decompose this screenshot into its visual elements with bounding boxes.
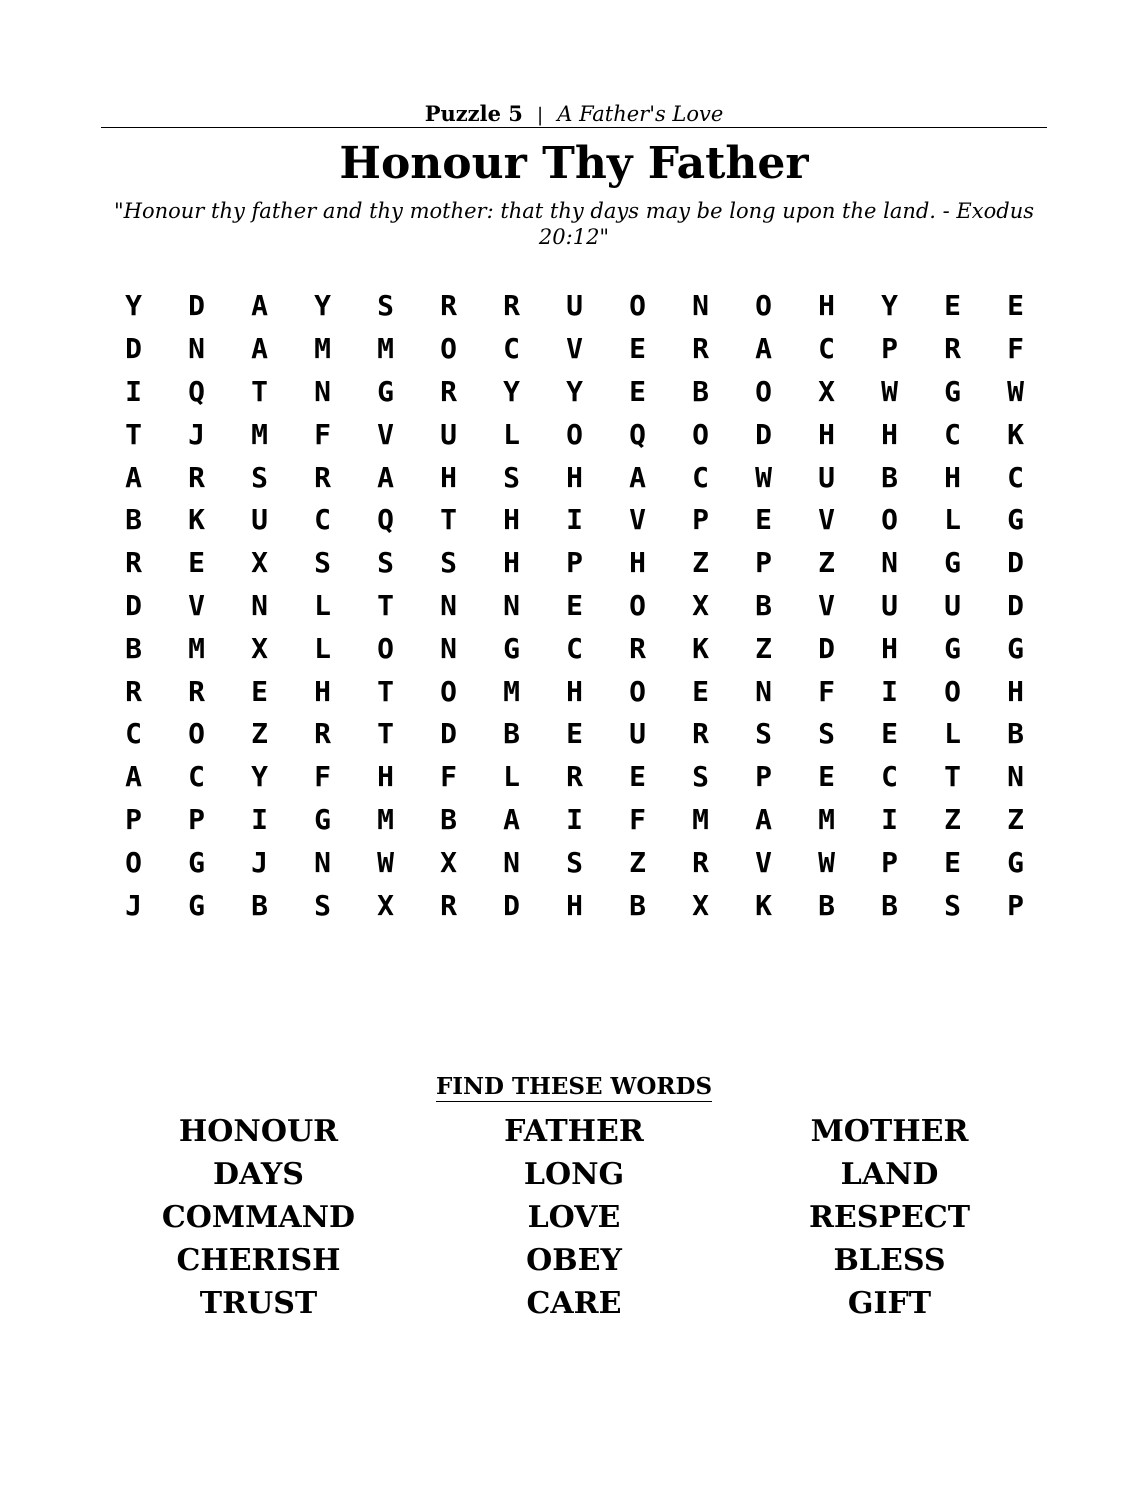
grid-letter: Y [881, 289, 898, 323]
grid-letter: B [818, 888, 835, 922]
grid-letter: V [818, 503, 835, 537]
grid-letter: E [944, 289, 961, 323]
word-list-item: CHERISH [176, 1243, 341, 1278]
grid-letter: R [440, 374, 457, 408]
grid-letter: B [1007, 717, 1024, 751]
letter-grid [102, 285, 1047, 927]
grid-letter: O [755, 374, 772, 408]
grid-letter: O [125, 845, 142, 879]
grid-letter: S [692, 760, 709, 794]
grid-letter: S [314, 546, 331, 580]
grid-letter: A [629, 460, 646, 494]
grid-letter: E [755, 503, 772, 537]
word-list-item: HONOUR [178, 1114, 339, 1149]
grid-letter: V [566, 332, 583, 366]
grid-letter: R [440, 289, 457, 323]
grid-letter: B [881, 460, 898, 494]
grid-letter: L [314, 588, 331, 622]
grid-letter: N [440, 588, 457, 622]
grid-letter: Y [125, 289, 142, 323]
grid-letter: H [503, 546, 520, 580]
grid-letter: C [881, 760, 898, 794]
grid-letter: B [755, 588, 772, 622]
grid-letter: U [566, 289, 583, 323]
grid-letter: F [314, 760, 331, 794]
grid-letter: E [818, 760, 835, 794]
grid-letter: V [755, 845, 772, 879]
grid-letter: Y [503, 374, 520, 408]
grid-letter: D [1007, 546, 1024, 580]
grid-letter: P [692, 503, 709, 537]
grid-letter: W [818, 845, 835, 879]
grid-letter: E [566, 717, 583, 751]
grid-letter: D [125, 588, 142, 622]
grid-letter: F [818, 674, 835, 708]
grid-letter: H [818, 417, 835, 451]
grid-letter: F [1007, 332, 1024, 366]
header-divider [101, 127, 1047, 128]
grid-letter: I [125, 374, 142, 408]
grid-letter: R [188, 460, 205, 494]
grid-letter: M [377, 332, 394, 366]
grid-letter: B [692, 374, 709, 408]
grid-letter: D [125, 332, 142, 366]
grid-row [102, 627, 1047, 670]
grid-letter: S [503, 460, 520, 494]
grid-letter: D [1007, 588, 1024, 622]
grid-letter: S [377, 289, 394, 323]
grid-letter: O [944, 674, 961, 708]
grid-letter: V [818, 588, 835, 622]
grid-letter: F [629, 802, 646, 836]
word-list-item: RESPECT [808, 1200, 971, 1235]
grid-letter: E [944, 845, 961, 879]
grid-letter: O [566, 417, 583, 451]
grid-letter: H [377, 760, 394, 794]
grid-letter: L [944, 503, 961, 537]
grid-letter: L [944, 717, 961, 751]
grid-letter: P [881, 332, 898, 366]
grid-letter: T [125, 417, 142, 451]
grid-letter: P [188, 802, 205, 836]
grid-letter: B [503, 717, 520, 751]
grid-letter: G [1007, 503, 1024, 537]
grid-row [102, 542, 1047, 585]
grid-letter: G [944, 546, 961, 580]
word-list [101, 1110, 1047, 1325]
grid-letter: R [125, 546, 142, 580]
grid-letter: O [629, 289, 646, 323]
grid-letter: F [440, 760, 457, 794]
grid-letter: P [755, 760, 772, 794]
word-list-item: TRUST [199, 1286, 318, 1321]
grid-letter: G [314, 802, 331, 836]
word-list-item: LAND [840, 1157, 939, 1192]
grid-letter: N [251, 588, 268, 622]
grid-letter: R [503, 289, 520, 323]
grid-letter: S [440, 546, 457, 580]
grid-letter: U [440, 417, 457, 451]
grid-letter: S [755, 717, 772, 751]
grid-letter: R [692, 845, 709, 879]
grid-letter: G [944, 631, 961, 665]
grid-letter: H [503, 503, 520, 537]
wordlist-heading-text: FIND THESE WORDS [435, 1073, 713, 1100]
grid-letter: R [692, 332, 709, 366]
grid-letter: O [440, 674, 457, 708]
grid-letter: A [503, 802, 520, 836]
grid-letter: B [251, 888, 268, 922]
grid-letter: N [1007, 760, 1024, 794]
grid-letter: E [692, 674, 709, 708]
grid-letter: Y [314, 289, 331, 323]
puzzle-header [0, 101, 1148, 128]
grid-letter: C [1007, 460, 1024, 494]
word-list-item: BLESS [833, 1243, 946, 1278]
grid-letter: R [566, 760, 583, 794]
grid-letter: D [818, 631, 835, 665]
grid-letter: G [944, 374, 961, 408]
grid-letter: B [629, 888, 646, 922]
grid-letter: L [314, 631, 331, 665]
grid-letter: C [188, 760, 205, 794]
grid-letter: P [566, 546, 583, 580]
grid-letter: U [629, 717, 646, 751]
grid-letter: W [377, 845, 394, 879]
grid-letter: Y [251, 760, 268, 794]
grid-letter: N [314, 845, 331, 879]
grid-letter: P [755, 546, 772, 580]
grid-letter: R [944, 332, 961, 366]
grid-letter: S [251, 460, 268, 494]
grid-letter: X [692, 888, 709, 922]
grid-letter: X [251, 631, 268, 665]
grid-letter: D [188, 289, 205, 323]
grid-letter: G [1007, 631, 1024, 665]
grid-letter: I [566, 503, 583, 537]
grid-letter: M [377, 802, 394, 836]
grid-letter: H [314, 674, 331, 708]
grid-letter: E [251, 674, 268, 708]
grid-letter: H [566, 460, 583, 494]
word-list-item: CARE [526, 1286, 622, 1321]
grid-letter: O [755, 289, 772, 323]
grid-letter: C [314, 503, 331, 537]
grid-letter: R [440, 888, 457, 922]
grid-letter: G [377, 374, 394, 408]
grid-letter: B [881, 888, 898, 922]
grid-letter: O [377, 631, 394, 665]
grid-letter: Z [1007, 802, 1024, 836]
grid-letter: X [251, 546, 268, 580]
grid-letter: I [251, 802, 268, 836]
grid-letter: D [503, 888, 520, 922]
grid-letter: T [377, 717, 394, 751]
grid-letter: K [1007, 417, 1024, 451]
grid-letter: V [188, 588, 205, 622]
grid-letter: M [188, 631, 205, 665]
grid-letter: T [377, 588, 394, 622]
grid-row [102, 499, 1047, 542]
grid-letter: J [251, 845, 268, 879]
grid-letter: S [944, 888, 961, 922]
grid-letter: F [314, 417, 331, 451]
grid-row [102, 285, 1047, 328]
grid-letter: R [314, 717, 331, 751]
header-separator: | [536, 104, 544, 126]
grid-letter: Q [377, 503, 394, 537]
grid-letter: Z [629, 845, 646, 879]
grid-letter: K [755, 888, 772, 922]
grid-letter: O [440, 332, 457, 366]
grid-letter: E [629, 332, 646, 366]
grid-letter: H [566, 888, 583, 922]
grid-letter: C [125, 717, 142, 751]
grid-letter: C [692, 460, 709, 494]
grid-letter: N [503, 845, 520, 879]
grid-letter: E [629, 374, 646, 408]
grid-letter: M [818, 802, 835, 836]
grid-letter: A [755, 332, 772, 366]
grid-letter: Q [188, 374, 205, 408]
grid-letter: I [566, 802, 583, 836]
grid-letter: C [944, 417, 961, 451]
grid-letter: M [692, 802, 709, 836]
grid-letter: H [881, 631, 898, 665]
grid-letter: V [377, 417, 394, 451]
grid-letter: Y [566, 374, 583, 408]
word-list-item: OBEY [526, 1243, 622, 1278]
grid-letter: J [125, 888, 142, 922]
grid-row [102, 371, 1047, 414]
grid-letter: O [629, 674, 646, 708]
grid-letter: P [125, 802, 142, 836]
grid-letter: U [818, 460, 835, 494]
grid-letter: M [314, 332, 331, 366]
grid-row [102, 884, 1047, 927]
grid-letter: R [125, 674, 142, 708]
grid-letter: S [377, 546, 394, 580]
grid-letter: U [944, 588, 961, 622]
grid-letter: H [818, 289, 835, 323]
grid-letter: X [692, 588, 709, 622]
grid-letter: N [881, 546, 898, 580]
grid-row [102, 585, 1047, 628]
grid-row [102, 841, 1047, 884]
grid-row [102, 456, 1047, 499]
grid-row [102, 413, 1047, 456]
grid-row [102, 756, 1047, 799]
grid-letter: C [818, 332, 835, 366]
grid-row [102, 713, 1047, 756]
grid-letter: H [1007, 674, 1024, 708]
grid-letter: H [566, 674, 583, 708]
grid-letter: C [503, 332, 520, 366]
grid-letter: Q [629, 417, 646, 451]
word-list-item: FATHER [504, 1114, 644, 1149]
grid-letter: A [251, 332, 268, 366]
grid-letter: Z [818, 546, 835, 580]
grid-letter: G [503, 631, 520, 665]
grid-letter: N [314, 374, 331, 408]
grid-row [102, 670, 1047, 713]
grid-letter: O [629, 588, 646, 622]
grid-letter: E [1007, 289, 1024, 323]
grid-letter: I [881, 674, 898, 708]
puzzle-subtitle: A Father's Love [557, 102, 724, 126]
grid-letter: R [692, 717, 709, 751]
grid-letter: P [1007, 888, 1024, 922]
grid-letter: S [566, 845, 583, 879]
grid-letter: N [755, 674, 772, 708]
grid-letter: W [1007, 374, 1024, 408]
grid-letter: N [440, 631, 457, 665]
grid-letter: E [629, 760, 646, 794]
grid-letter: K [692, 631, 709, 665]
grid-letter: H [881, 417, 898, 451]
word-list-item: GIFT [847, 1286, 932, 1321]
grid-row [102, 799, 1047, 842]
grid-letter: A [377, 460, 394, 494]
grid-letter: E [881, 717, 898, 751]
grid-letter: R [314, 460, 331, 494]
grid-letter: I [881, 802, 898, 836]
word-list-item: LONG [523, 1157, 625, 1192]
grid-letter: T [440, 503, 457, 537]
grid-row [102, 328, 1047, 371]
grid-letter: W [755, 460, 772, 494]
grid-letter: B [125, 503, 142, 537]
grid-letter: G [188, 845, 205, 879]
grid-letter: A [755, 802, 772, 836]
grid-letter: S [314, 888, 331, 922]
page-title: Honour Thy Father [339, 138, 809, 189]
scripture-quote: "Honour thy father and thy mother: that thy days may be long upon the land. - Exodus 20:12" [114, 199, 1034, 249]
grid-letter: A [125, 760, 142, 794]
grid-letter: G [1007, 845, 1024, 879]
grid-letter: K [188, 503, 205, 537]
grid-letter: T [944, 760, 961, 794]
grid-letter: D [440, 717, 457, 751]
grid-letter: G [188, 888, 205, 922]
grid-letter: W [881, 374, 898, 408]
grid-letter: E [566, 588, 583, 622]
grid-letter: V [629, 503, 646, 537]
word-list-item: DAYS [213, 1157, 304, 1192]
grid-letter: Z [944, 802, 961, 836]
grid-letter: H [440, 460, 457, 494]
grid-letter: O [692, 417, 709, 451]
grid-letter: U [251, 503, 268, 537]
grid-letter: H [944, 460, 961, 494]
grid-letter: C [566, 631, 583, 665]
grid-letter: S [818, 717, 835, 751]
grid-letter: M [503, 674, 520, 708]
word-list-item: LOVE [527, 1200, 621, 1235]
grid-letter: Z [251, 717, 268, 751]
grid-letter: N [503, 588, 520, 622]
grid-letter: A [125, 460, 142, 494]
grid-letter: E [188, 546, 205, 580]
grid-letter: P [881, 845, 898, 879]
grid-letter: Z [692, 546, 709, 580]
grid-letter: H [629, 546, 646, 580]
wordlist-heading [0, 1072, 1148, 1102]
grid-letter: N [692, 289, 709, 323]
grid-letter: Z [755, 631, 772, 665]
grid-letter: L [503, 760, 520, 794]
grid-letter: T [251, 374, 268, 408]
grid-letter: B [440, 802, 457, 836]
word-list-item: MOTHER [810, 1114, 969, 1149]
puzzle-number: Puzzle 5 [424, 101, 523, 126]
grid-letter: R [629, 631, 646, 665]
grid-letter: A [251, 289, 268, 323]
grid-letter: X [377, 888, 394, 922]
grid-letter: X [440, 845, 457, 879]
word-list-item: COMMAND [161, 1200, 356, 1235]
grid-letter: B [125, 631, 142, 665]
grid-letter: U [881, 588, 898, 622]
grid-letter: T [377, 674, 394, 708]
grid-letter: M [251, 417, 268, 451]
grid-letter: O [188, 717, 205, 751]
grid-letter: L [503, 417, 520, 451]
grid-letter: D [755, 417, 772, 451]
grid-letter: J [188, 417, 205, 451]
grid-letter: O [881, 503, 898, 537]
grid-letter: R [188, 674, 205, 708]
grid-letter: X [818, 374, 835, 408]
grid-letter: N [188, 332, 205, 366]
